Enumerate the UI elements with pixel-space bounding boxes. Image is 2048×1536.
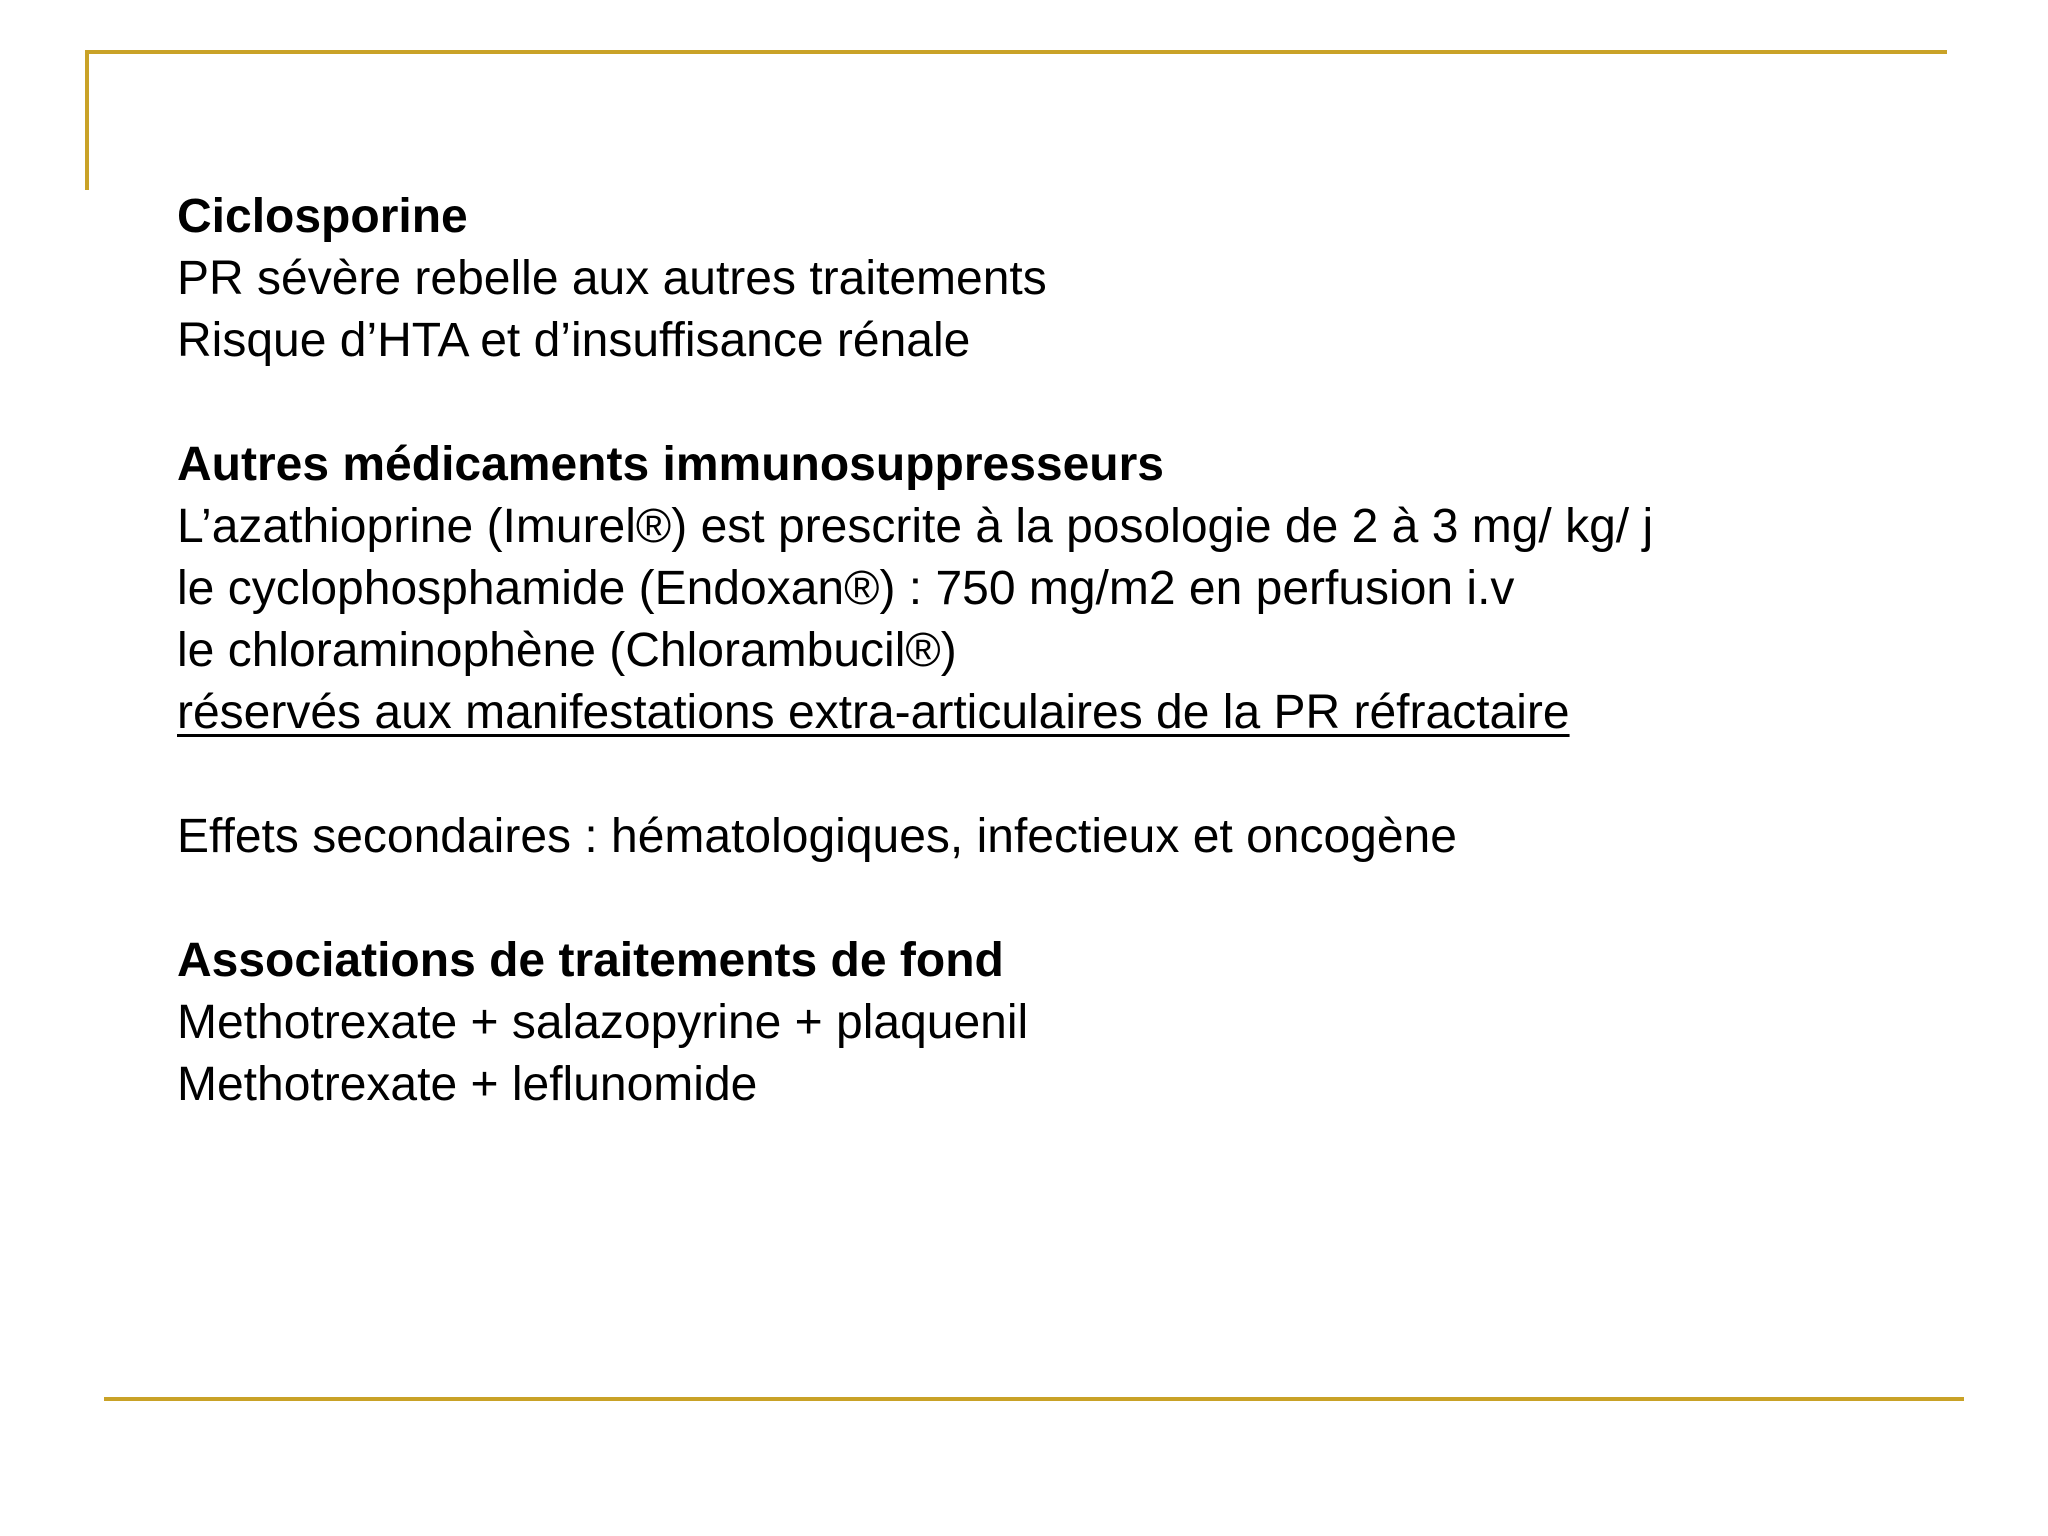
text-line: Risque d’HTA et d’insuffisance rénale [177,314,971,367]
slide-body [177,186,1937,1116]
spacer [177,744,1937,806]
spacer [177,372,1937,434]
text-line: PR sévère rebelle aux autres traitements [177,252,1047,305]
spacer [177,868,1937,930]
text-line: L’azathioprine (Imurel®) est prescrite à la posologie de 2 à 3 mg/ kg/ j [177,500,1654,553]
heading-immunosuppresseurs: Autres médicaments immunosuppresseurs [177,438,1164,491]
text-line: Methotrexate + leflunomide [177,1058,758,1111]
side-effects-line: Effets secondaires : hématologiques, infectieux et oncogène [177,810,1457,863]
left-rule [85,50,89,190]
heading-associations: Associations de traitements de fond [177,934,1004,987]
heading-ciclosporine: Ciclosporine [177,190,468,243]
underlined-note: réservés aux manifestations extra-articulaires de la PR réfractaire [177,686,1570,739]
text-line: le cyclophosphamide (Endoxan®) : 750 mg/m2 en perfusion i.v [177,562,1515,615]
bottom-rule [104,1397,1964,1401]
text-line: le chloraminophène (Chlorambucil®) [177,624,957,677]
top-rule [85,50,1947,54]
text-line: Methotrexate + salazopyrine + plaquenil [177,996,1029,1049]
